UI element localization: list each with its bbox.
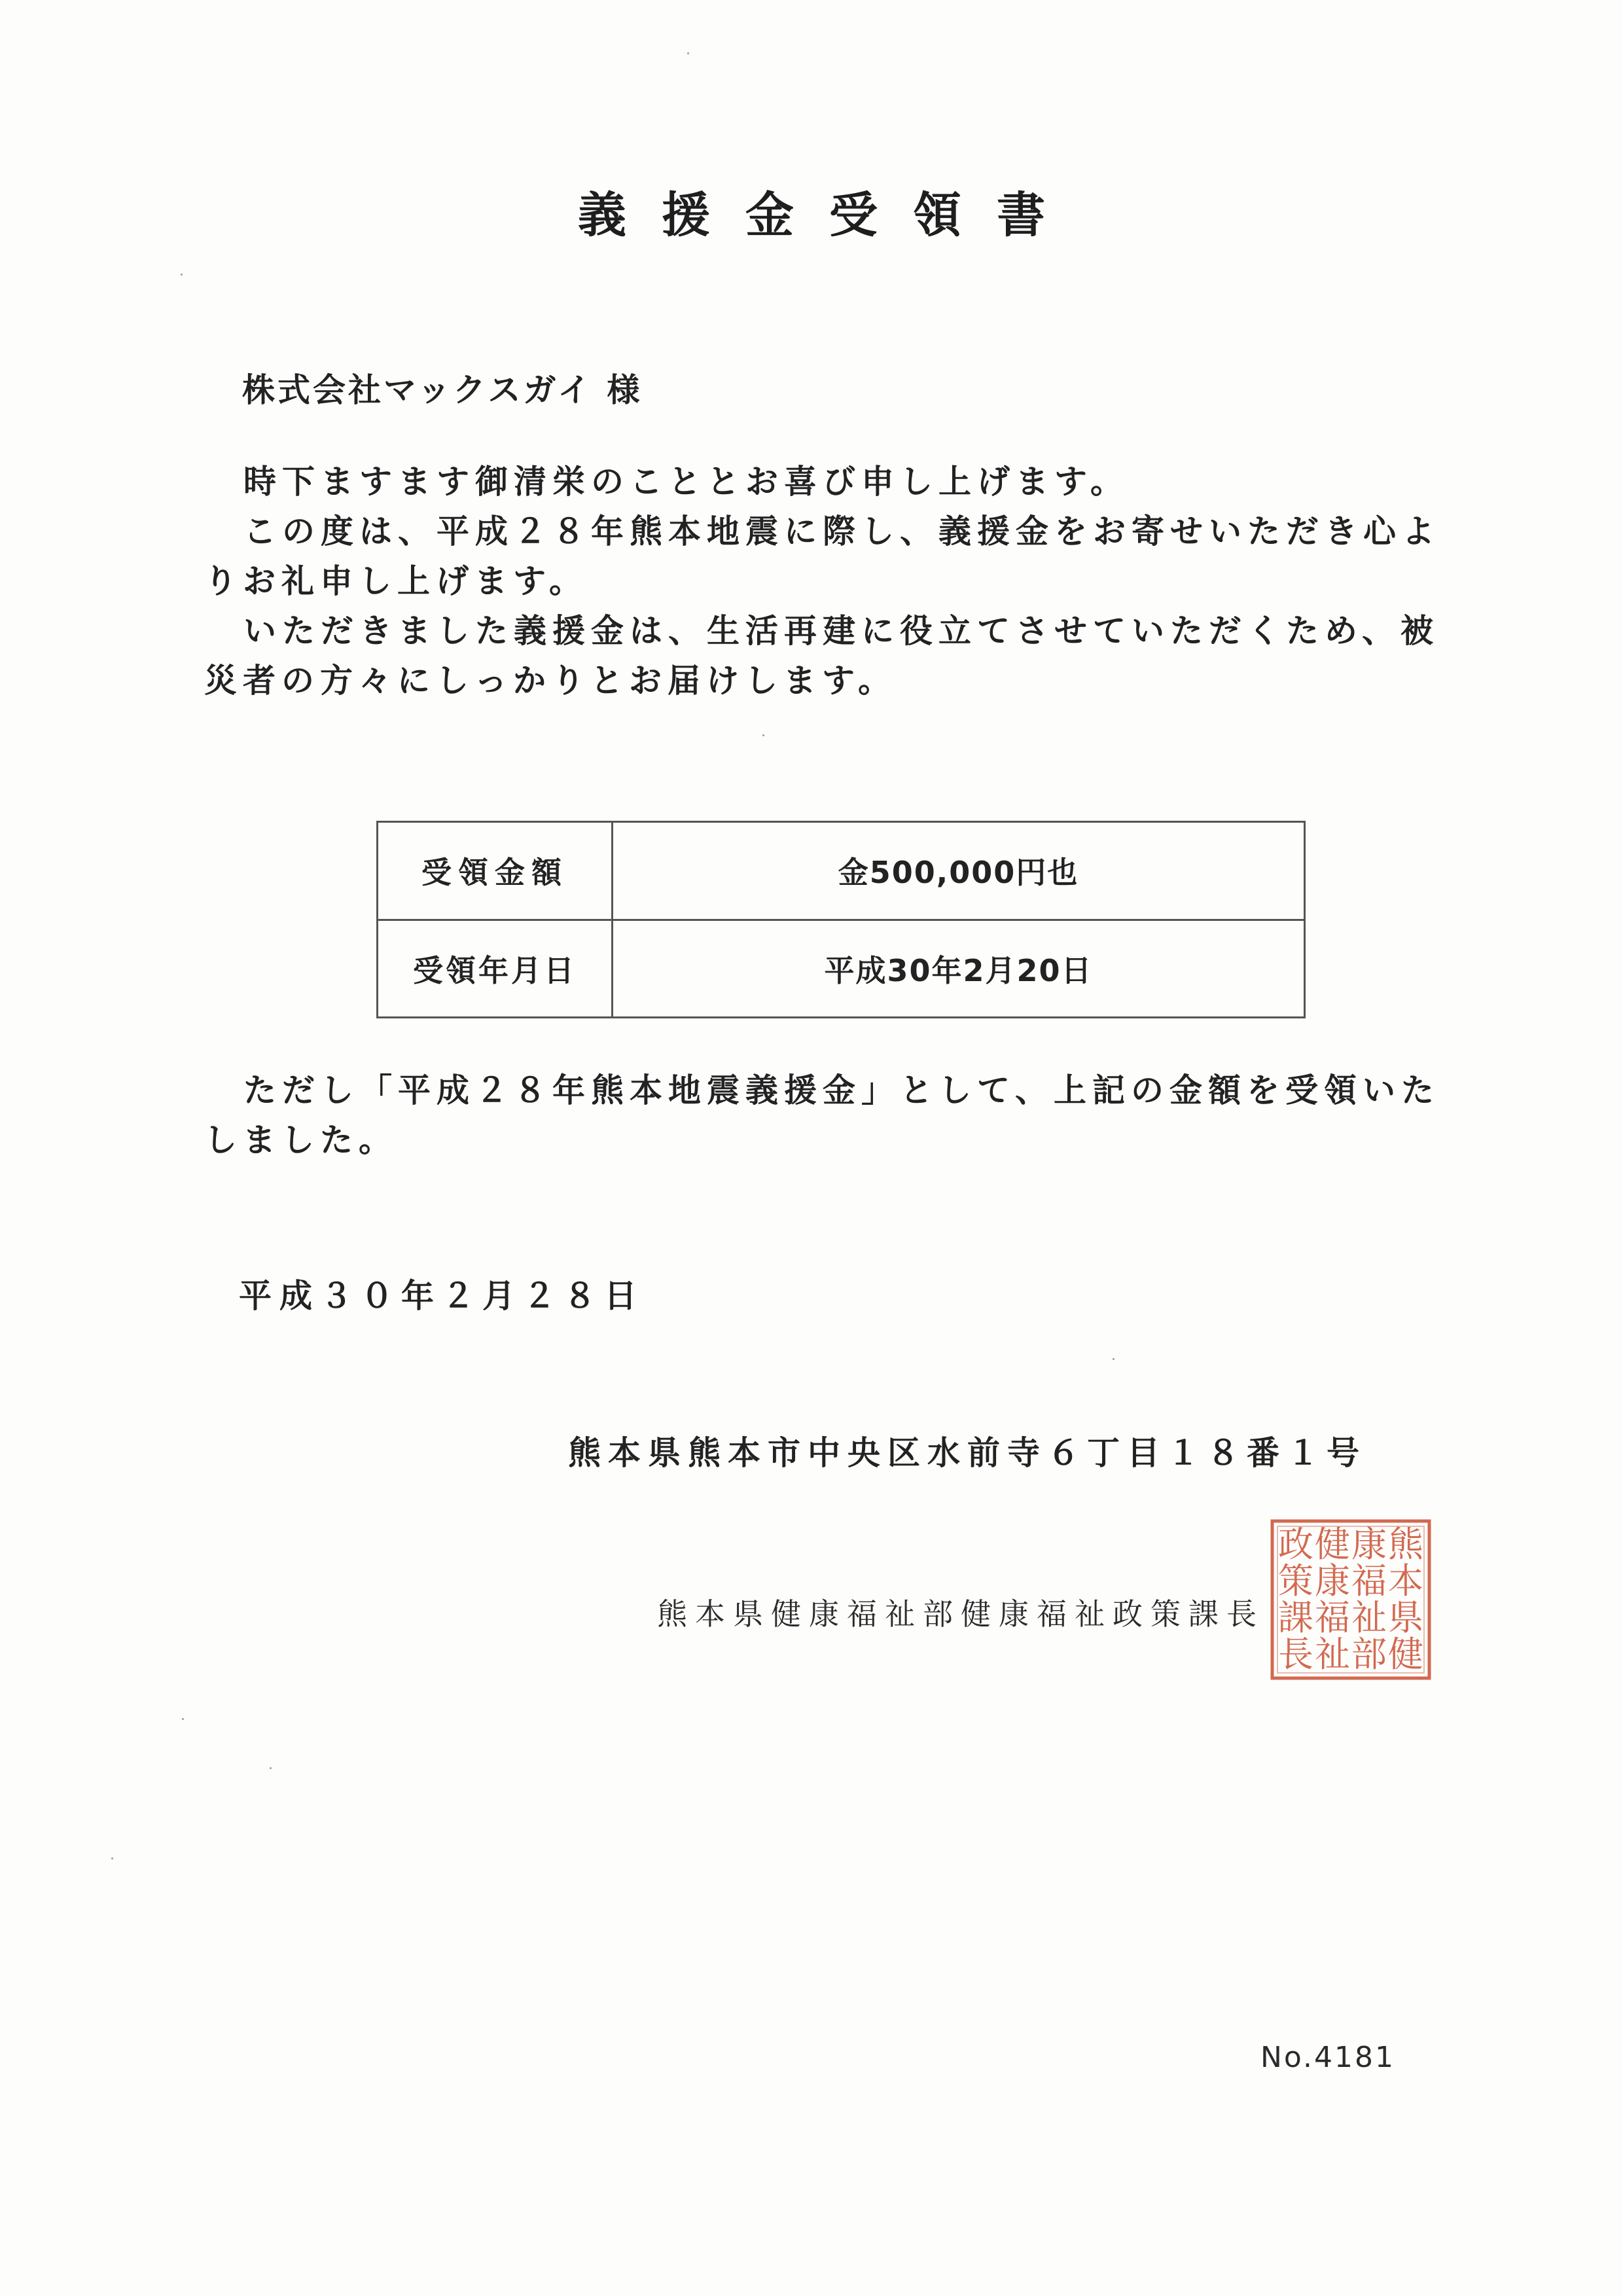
scan-speck (270, 1767, 272, 1769)
seal-glyph: 康 (1351, 1523, 1387, 1565)
table-row-amount (378, 822, 1305, 920)
scan-speck (181, 274, 183, 276)
seal-glyph: 県 (1388, 1596, 1423, 1638)
scan-speck (762, 734, 764, 736)
issuer-address: 熊本県熊本市中央区水前寺６丁目１８番１号 (568, 1434, 1366, 1472)
recipient-name: 株式会社マックスガイ 様 (242, 371, 643, 409)
issue-date: 平成３０年２月２８日 (239, 1277, 645, 1315)
document-number: No.4181 (1260, 2041, 1395, 2074)
amount-label: 受領金額 (378, 822, 613, 920)
seal-glyph: 長 (1278, 1633, 1313, 1675)
scan-speck (1113, 1358, 1115, 1360)
seal-glyph: 祉 (1315, 1633, 1350, 1675)
body-paragraph-usage: いただきました義援金は、生活再建に役立てさせていただくため、被災者の方々にしっかりとお届けします。 (204, 612, 1439, 700)
seal-glyph: 課 (1278, 1596, 1313, 1638)
official-seal-icon (1268, 1517, 1433, 1682)
receipt-table (376, 821, 1306, 1018)
received-date-label: 受領年月日 (378, 920, 613, 1018)
seal-glyph: 祉 (1351, 1596, 1387, 1638)
closing-text (204, 1066, 1461, 1165)
scan-speck (687, 52, 689, 54)
amount-value: 金500,000円也 (613, 822, 1305, 920)
received-date-value: 平成30年2月20日 (613, 920, 1305, 1018)
seal-glyph: 福 (1315, 1596, 1350, 1638)
document-title: 義援金受領書 (578, 187, 1080, 243)
scan-speck (111, 1857, 113, 1859)
seal-glyph: 康 (1315, 1560, 1350, 1602)
issuer-title: 熊本県健康福祉部健康福祉政策課長 (657, 1596, 1264, 1632)
body-text (204, 457, 1461, 706)
seal-glyph: 策 (1278, 1560, 1313, 1602)
seal-glyph: 熊 (1388, 1523, 1423, 1565)
seal-glyph: 部 (1351, 1633, 1387, 1675)
seal-glyph: 本 (1388, 1560, 1423, 1602)
scan-speck (182, 1718, 184, 1720)
seal-glyph: 政 (1278, 1523, 1313, 1565)
seal-glyph: 健 (1388, 1633, 1423, 1675)
table-row-date (378, 920, 1305, 1018)
body-paragraph-thanks: この度は、平成２８年熊本地震に際し、義援金をお寄せいただき心よりお礼申し上げます。 (204, 512, 1440, 600)
closing-paragraph: ただし「平成２８年熊本地震義援金」として、上記の金額を受領いたしました。 (204, 1071, 1440, 1159)
seal-glyph: 健 (1315, 1523, 1350, 1565)
seal-glyph: 福 (1351, 1560, 1387, 1602)
body-paragraph-greeting: 時下ますます御清栄のこととお喜び申し上げます。 (243, 463, 1129, 501)
